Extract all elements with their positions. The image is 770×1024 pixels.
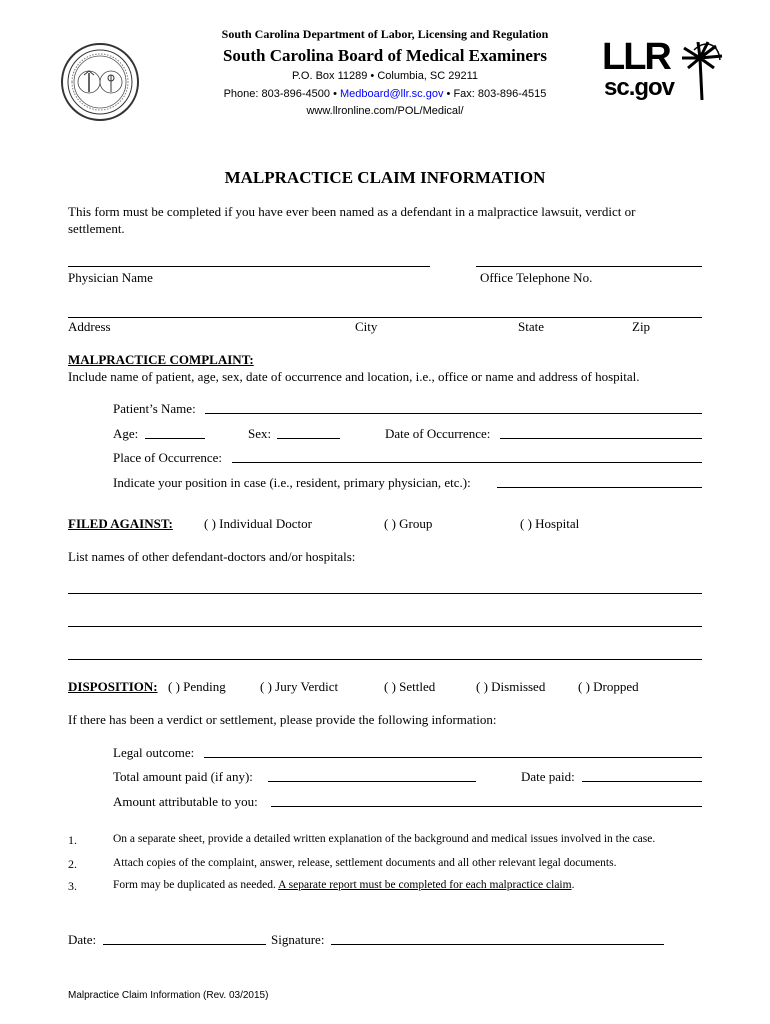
signature-field[interactable]: [331, 944, 664, 945]
note-text-2: Attach copies of the complaint, answer, release, settlement documents and all other relevant legal documents.: [113, 857, 617, 869]
total-paid-label: Total amount paid (if any):: [113, 769, 253, 784]
note-text-3: [113, 879, 574, 891]
city-label: City: [355, 319, 378, 334]
filed-hospital-checkbox[interactable]: ( ) Hospital: [520, 516, 580, 531]
intro-text: This form must be completed if you have ever been named as a defendant in a malpractice lawsuit, verdict or: [68, 204, 636, 219]
date-paid-field[interactable]: [582, 781, 702, 782]
disposition-heading: DISPOSITION:: [68, 679, 158, 694]
complaint-instructions: Include name of patient, age, sex, date of occurrence and location, i.e., office or name and address of hospital.: [68, 369, 640, 384]
position-label: Indicate your position in case (i.e., resident, primary physician, etc.):: [113, 475, 471, 490]
date-field[interactable]: [103, 944, 266, 945]
complaint-heading: MALPRACTICE COMPLAINT:: [68, 352, 254, 367]
phone-text: Phone: 803-896-4500 •: [223, 88, 340, 100]
disposition-jury-verdict-checkbox[interactable]: ( ) Jury Verdict: [260, 679, 339, 694]
address-field[interactable]: [68, 317, 702, 318]
place-field[interactable]: [232, 462, 702, 463]
physician-name-field[interactable]: [68, 266, 430, 267]
age-field[interactable]: [145, 438, 205, 439]
office-phone-label: Office Telephone No.: [480, 270, 593, 285]
other-defendants-label: List names of other defendant-doctors and/or hospitals:: [68, 549, 356, 564]
board-address: P.O. Box 11289 • Columbia, SC 29211: [291, 70, 479, 82]
email-link[interactable]: Medboard@llr.sc.gov: [339, 88, 444, 100]
note-text-3-underlined: A separate report must be completed for each malpractice claim: [278, 879, 572, 891]
website-text: www.llronline.com/POL/Medical/: [306, 105, 464, 117]
disposition-pending-checkbox[interactable]: ( ) Pending: [168, 679, 226, 694]
date-label: Date:: [68, 932, 97, 947]
legal-outcome-label: Legal outcome:: [113, 745, 195, 760]
place-label: Place of Occurrence:: [113, 450, 222, 465]
date-paid-label: Date paid:: [521, 769, 575, 784]
patient-name-field[interactable]: [205, 413, 702, 414]
signature-label: Signature:: [271, 932, 325, 947]
other-defendants-line-1[interactable]: [68, 593, 702, 594]
date-of-occurrence-label: Date of Occurrence:: [385, 426, 491, 441]
disposition-dismissed-checkbox[interactable]: ( ) Dismissed: [476, 679, 546, 694]
other-defendants-line-2[interactable]: [68, 626, 702, 627]
form-title: MALPRACTICE CLAIM INFORMATION: [224, 168, 546, 187]
attributable-label: Amount attributable to you:: [113, 794, 258, 809]
fax-text: • Fax: 803-896-4515: [443, 88, 547, 100]
board-name: South Carolina Board of Medical Examiners: [222, 46, 548, 65]
verdict-intro: If there has been a verdict or settlement, please provide the following information:: [68, 712, 497, 727]
date-of-occurrence-field[interactable]: [500, 438, 702, 439]
zip-label: Zip: [632, 319, 651, 334]
department-name: South Carolina Department of Labor, Licensing and Regulation: [221, 27, 549, 41]
note-number-3: 3.: [68, 879, 77, 893]
intro-text-cont: settlement.: [68, 221, 125, 236]
other-defendants-line-3[interactable]: [68, 659, 702, 660]
address-label: Address: [68, 319, 111, 334]
sex-label: Sex:: [248, 426, 272, 441]
age-label: Age:: [113, 426, 139, 441]
sex-field[interactable]: [277, 438, 340, 439]
footer-text: Malpractice Claim Information (Rev. 03/2015): [68, 990, 269, 1001]
note-number-2: 2.: [68, 857, 77, 871]
physician-name-label: Physician Name: [68, 270, 153, 285]
office-phone-field[interactable]: [476, 266, 702, 267]
legal-outcome-field[interactable]: [204, 757, 702, 758]
logo-bottom-text: sc.gov: [604, 74, 675, 101]
disposition-settled-checkbox[interactable]: ( ) Settled: [384, 679, 436, 694]
note-text-3-end: .: [571, 879, 575, 891]
note-text-3-start: Form may be duplicated as needed.: [113, 879, 276, 891]
llr-logo: [600, 36, 725, 106]
filed-individual-checkbox[interactable]: ( ) Individual Doctor: [204, 516, 312, 531]
position-field[interactable]: [497, 487, 702, 488]
total-paid-field[interactable]: [268, 781, 476, 782]
state-label: State: [518, 319, 544, 334]
filed-group-checkbox[interactable]: ( ) Group: [384, 516, 433, 531]
logo-top-text: LLR: [602, 36, 670, 78]
filed-against-heading: FILED AGAINST:: [68, 516, 173, 531]
palmetto-tree-icon: [680, 40, 724, 102]
disposition-dropped-checkbox[interactable]: ( ) Dropped: [578, 679, 639, 694]
note-number-1: 1.: [68, 833, 77, 847]
note-text-1: On a separate sheet, provide a detailed written explanation of the background and medical issues involved in the case.: [113, 833, 656, 845]
attributable-field[interactable]: [271, 806, 702, 807]
patient-name-label: Patient’s Name:: [113, 401, 196, 416]
